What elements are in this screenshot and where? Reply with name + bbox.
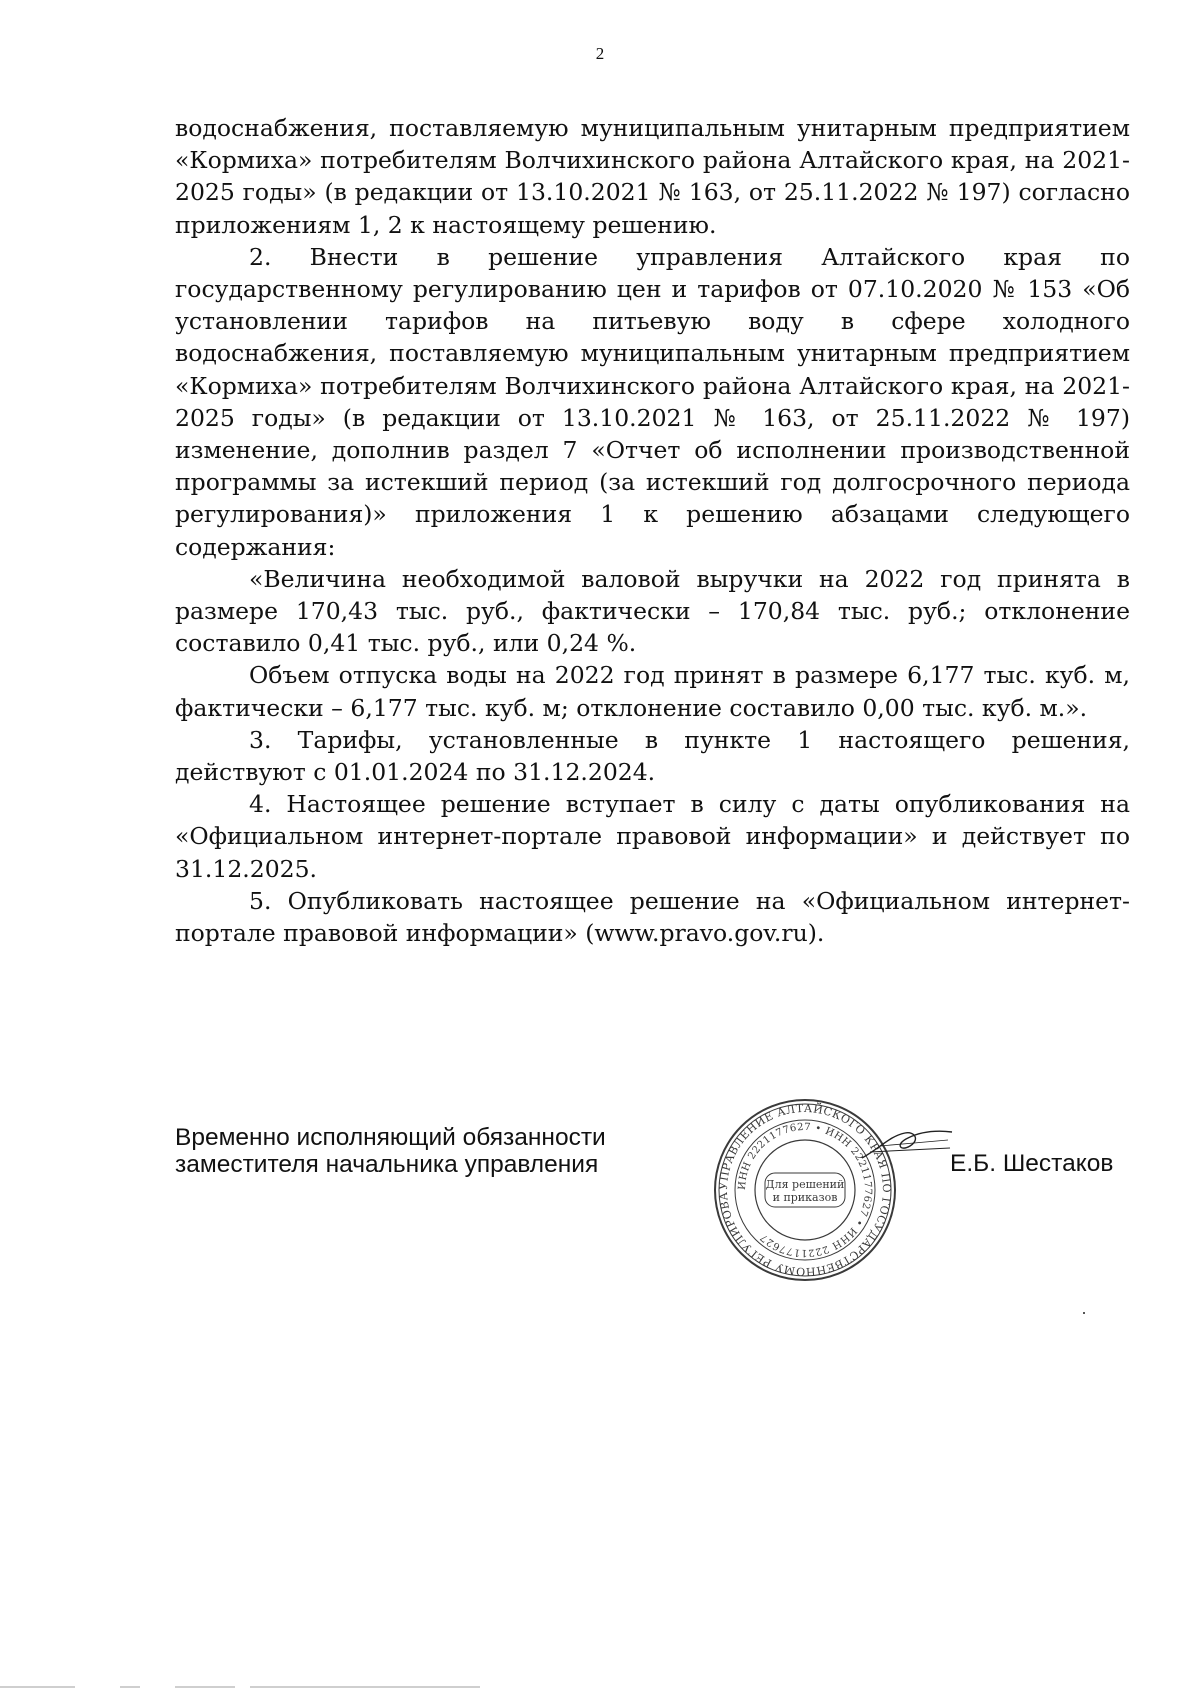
paragraph-item-3: 3. Тарифы, установленные в пункте 1 настоящего решения, действуют с 01.01.2024 по 31.12.2024. (175, 725, 1130, 787)
paragraph-continuation: водоснабжения, поставляемую муниципальным унитарным предприятием «Кормиха» потребителям Волчихинского района Алтайского края, на 2021-2025 годы» (в редакции от 13.10.2021 № 163, от 25.11.2022 № 197) согласно приложениям 1, 2 к настоящему решению. (175, 114, 1130, 239)
paragraph-quote-revenue: «Величина необходимой валовой выручки на 2022 год принята в размере 170,43 тыс. руб., фактически – 170,84 тыс. руб.; отклонение составило 0,41 тыс. руб., или 0,24 %. (175, 564, 1130, 658)
scan-artifact-line (250, 1686, 480, 1688)
scan-dot (1083, 1312, 1085, 1314)
scan-artifact-line (120, 1686, 140, 1688)
page-number: 2 (595, 44, 605, 63)
document-body (175, 112, 1130, 949)
paragraph-quote-volume: Объем отпуска воды на 2022 год принят в размере 6,177 тыс. куб. м, фактически – 6,177 тыс. куб. м; отклонение составило 0,00 тыс. куб. м.». (175, 661, 1130, 722)
signatory-position-line2: заместителя начальника управления (175, 1151, 599, 1178)
svg-text:ИНН 2221177627 • ИНН 222117762: ИНН 2221177627 • ИНН 2221177627 • ИНН 2221177627 (736, 1121, 874, 1259)
signatory-position (175, 1124, 606, 1178)
svg-text:и приказов: и приказов (772, 1191, 838, 1204)
paragraph-item-4: 4. Настоящее решение вступает в силу с даты опубликования на «Официальном интернет-портале правовой информации» и действует по 31.12.2025. (175, 790, 1130, 883)
scan-artifact-line (175, 1686, 235, 1688)
svg-text:УПРАВЛЕНИЕ АЛТАЙСКОГО КРАЯ ПО: УПРАВЛЕНИЕ АЛТАЙСКОГО КРАЯ ПО ГОСУДАРСТВЕННОМУ РЕГУЛИРОВА (716, 1101, 894, 1279)
signatory-position-line1: Временно исполняющий обязанности (175, 1124, 606, 1151)
paragraph-item-5: 5. Опубликовать настоящее решение на «Официальном интернет-портале правовой информации» (www.pravo.gov.ru). (175, 886, 1130, 948)
paragraph-item-2: 2. Внести в решение управления Алтайского края по государственному регулированию цен и тарифов от 07.10.2020 № 153 «Об установлении тарифов на питьевую воду в сфере холодного водоснабжения, поставляемую муниципальным унитарным предприятием «Кормиха» потребителям Волчихинского района Алтайского края, на 2021-2025 годы» (в редакции от 13.10.2021 № 163, от 25.11.2022 № 197) изменение, дополнив раздел 7 «Отчет об исполнении производственной программы за истекший период (за истекший год долгосрочного периода регулирования)» приложения 1 к решению абзацами следующего содержания: (175, 242, 1130, 561)
signature-scribble (860, 1118, 955, 1168)
svg-text:Для решений: Для решений (765, 1178, 845, 1191)
scan-artifact-line (0, 1686, 75, 1688)
signatory-name: Е.Б. Шестаков (950, 1150, 1114, 1177)
